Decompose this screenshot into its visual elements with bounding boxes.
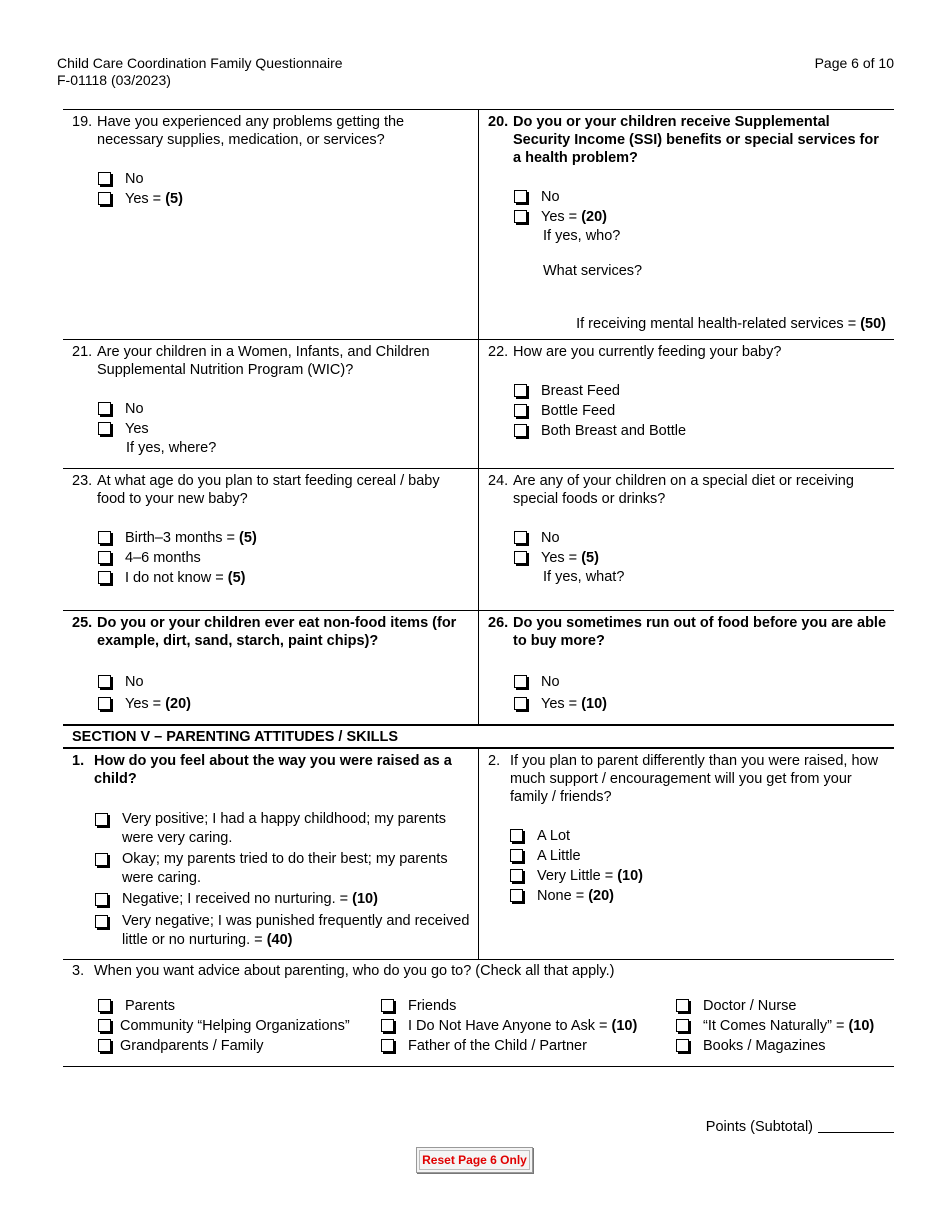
checkbox[interactable] — [98, 422, 111, 435]
questionnaire-form — [63, 109, 894, 1067]
row-parenting-3 — [63, 960, 894, 1067]
checkbox[interactable] — [514, 531, 527, 544]
question-23-text: At what age do you plan to start feeding cereal / baby food to your new baby? — [97, 473, 440, 507]
page-header — [57, 55, 894, 89]
checkbox[interactable] — [510, 889, 523, 902]
question-25-text: Do you or your children ever eat non-food items (for example, dirt, sand, starch, paint chips)? — [97, 615, 457, 649]
row-21-22 — [63, 340, 894, 469]
question-19-text: Have you experienced any problems getting the necessary supplies, medication, or services? — [97, 114, 405, 148]
q20-mental-health-note: If receiving mental health-related services = (50) — [576, 316, 886, 332]
advice-options-grid — [97, 996, 886, 1056]
checkbox[interactable] — [98, 1019, 111, 1032]
question-19: 19. Have you experienced any problems getting the necessary supplies, medication, or services? No Yes = (5) — [63, 110, 479, 339]
checkbox[interactable] — [510, 829, 523, 842]
p1-option-okay[interactable]: Okay; my parents tried to do their best; my parents were caring. — [94, 850, 470, 888]
p3-option-books[interactable]: Books / Magazines — [675, 1036, 905, 1056]
row-19-20 — [63, 109, 894, 340]
q26-option-yes[interactable]: Yes = (10) — [513, 694, 886, 714]
points-subtotal-label: Points (Subtotal) — [705, 1119, 813, 1135]
p2-option-a-little[interactable]: A Little — [509, 846, 886, 866]
checkbox[interactable] — [514, 190, 527, 203]
checkbox[interactable] — [98, 192, 111, 205]
question-22: 22. How are you currently feeding your baby? Breast Feed Bottle Feed Both Breast and Bottle — [479, 340, 894, 468]
q22-option-breast[interactable]: Breast Feed — [513, 381, 886, 401]
checkbox[interactable] — [676, 999, 689, 1012]
checkbox[interactable] — [514, 675, 527, 688]
q24-option-yes[interactable]: Yes = (5) — [513, 548, 886, 568]
checkbox[interactable] — [98, 675, 111, 688]
page-number: Page 6 of 10 — [814, 55, 894, 71]
parenting-question-1-text: How do you feel about the way you were raised as a child? — [94, 753, 452, 787]
p3-option-community[interactable]: Community “Helping Organizations” — [97, 1016, 380, 1036]
checkbox[interactable] — [381, 999, 394, 1012]
parenting-question-3-text: When you want advice about parenting, who do you go to? (Check all that apply.) — [94, 963, 615, 979]
form-title: Child Care Coordination Family Questionnaire — [57, 55, 343, 71]
checkbox[interactable] — [514, 424, 527, 437]
question-24: 24. Are any of your children on a special diet or receiving special foods or drinks? No Yes = (5) If yes, what? — [479, 469, 894, 610]
checkbox[interactable] — [514, 404, 527, 417]
parenting-question-2-text: If you plan to parent differently than you were raised, how much support / encouragement will you get from your family / friends? — [510, 753, 879, 805]
parenting-question-2: 2. If you plan to parent differently than you were raised, how much support / encouragement will you get from your family / friends? A Lot A Little Very Little = (10) None = (20) — [479, 749, 894, 959]
q24-option-no[interactable]: No — [513, 528, 886, 548]
p3-option-no-one[interactable]: I Do Not Have Anyone to Ask = (10) — [380, 1016, 675, 1036]
checkbox[interactable] — [95, 915, 108, 928]
row-23-24 — [63, 469, 894, 611]
p2-option-none[interactable]: None = (20) — [509, 886, 886, 906]
p2-option-a-lot[interactable]: A Lot — [509, 826, 886, 846]
q23-option-birth-3[interactable]: Birth–3 months = (5) — [97, 528, 470, 548]
row-25-26 — [63, 611, 894, 724]
question-26-text: Do you sometimes run out of food before you are able to buy more? — [513, 615, 887, 649]
checkbox[interactable] — [510, 869, 523, 882]
checkbox[interactable] — [514, 210, 527, 223]
checkbox[interactable] — [510, 849, 523, 862]
p2-option-very-little[interactable]: Very Little = (10) — [509, 866, 886, 886]
q26-option-no[interactable]: No — [513, 672, 886, 692]
p1-option-negative[interactable]: Negative; I received no nurturing. = (10) — [94, 890, 470, 909]
parenting-question-1: 1. How do you feel about the way you were raised as a child? Very positive; I had a happy childhood; my parents were very caring. Okay; my parents tried to do their best; my parents were caring. Negative; I received no nurturing. = (10) Very negative; I was punished frequently and received little or no nurturing. = (40) — [63, 749, 479, 959]
question-26: 26. Do you sometimes run out of food before you are able to buy more? No Yes = (10) — [488, 615, 887, 712]
question-24-text: Are any of your children on a special diet or receiving special foods or drinks? — [513, 473, 854, 507]
question-21: 21. Are your children in a Women, Infants, and Children Supplemental Nutrition Program (WIC)? No Yes If yes, where? — [63, 340, 479, 468]
q25-option-no[interactable]: No — [97, 672, 470, 692]
checkbox[interactable] — [514, 551, 527, 564]
q22-option-both[interactable]: Both Breast and Bottle — [513, 421, 886, 441]
checkbox[interactable] — [98, 551, 111, 564]
p3-option-grandparents[interactable]: Grandparents / Family — [97, 1036, 380, 1056]
checkbox[interactable] — [98, 999, 111, 1012]
checkbox[interactable] — [514, 697, 527, 710]
row-parenting-1-2 — [63, 749, 894, 960]
q23-option-4-6[interactable]: 4–6 months — [97, 548, 470, 568]
q21-if-yes-where: If yes, where? — [126, 440, 217, 456]
q22-option-bottle[interactable]: Bottle Feed — [513, 401, 886, 421]
q20-option-no[interactable]: No — [513, 187, 886, 207]
checkbox[interactable] — [381, 1019, 394, 1032]
p1-option-very-negative[interactable]: Very negative; I was punished frequently and received little or no nurturing. = (40) — [94, 912, 470, 950]
question-22-text: How are you currently feeding your baby? — [513, 344, 782, 360]
q25-option-yes[interactable]: Yes = (20) — [97, 694, 470, 714]
checkbox[interactable] — [98, 402, 111, 415]
p1-option-very-positive[interactable]: Very positive; I had a happy childhood; my parents were very caring. — [94, 810, 470, 848]
q24-if-yes-what: If yes, what? — [543, 569, 625, 585]
parenting-question-3: 3. When you want advice about parenting, who do you go to? (Check all that apply.) Parents Friends Doctor / Nurse Community “Helping Organizations” I Do Not Have Anyone to Ask = (10) “It Comes Naturally” = (10) Grandparents / Family Father of the Child / Partner Books / Magazines — [63, 960, 894, 1056]
q20-what-services: What services? — [543, 263, 643, 279]
checkbox[interactable] — [676, 1039, 689, 1052]
checkbox[interactable] — [98, 172, 111, 185]
checkbox[interactable] — [98, 571, 111, 584]
checkbox[interactable] — [381, 1039, 394, 1052]
reset-page-button[interactable] — [416, 1147, 533, 1173]
q21-option-no[interactable]: No — [97, 399, 470, 419]
p3-option-parents[interactable]: Parents — [97, 996, 380, 1016]
q23-option-do-not-know[interactable]: I do not know = (5) — [97, 568, 470, 588]
q20-option-yes[interactable]: Yes = (20) — [513, 207, 886, 227]
p3-option-comes-naturally[interactable]: “It Comes Naturally” = (10) — [675, 1016, 905, 1036]
checkbox[interactable] — [95, 853, 108, 866]
checkbox[interactable] — [95, 813, 108, 826]
checkbox[interactable] — [676, 1019, 689, 1032]
p3-option-doctor-nurse[interactable]: Doctor / Nurse — [675, 996, 905, 1016]
points-subtotal — [706, 1119, 894, 1135]
question-21-text: Are your children in a Women, Infants, and Children Supplemental Nutrition Program (WIC)? — [97, 344, 430, 378]
question-20: 20. Do you or your children receive Supplemental Security Income (SSI) benefits or special services for a health problem? No Yes = (20) If yes, who? What services? If receiving mental health-related services = (50) — [488, 114, 886, 332]
checkbox[interactable] — [98, 697, 111, 710]
points-subtotal-field[interactable] — [818, 1132, 894, 1133]
question-20-text: Do you or your children receive Supplemental Security Income (SSI) benefits or special services for a health problem? — [513, 114, 879, 166]
checkbox[interactable] — [98, 531, 111, 544]
form-id: F-01118 (03/2023) — [57, 72, 171, 88]
p3-option-friends[interactable]: Friends — [380, 996, 675, 1016]
question-25: 25. Do you or your children ever eat non-food items (for example, dirt, sand, starch, paint chips)? No Yes = (20) — [63, 611, 479, 724]
q19-option-yes[interactable]: Yes = (5) — [97, 189, 470, 209]
checkbox[interactable] — [95, 893, 108, 906]
q20-if-yes-who: If yes, who? — [543, 228, 621, 244]
section-v-heading: SECTION V – PARENTING ATTITUDES / SKILLS — [63, 724, 894, 749]
reset-page-label: Reset Page 6 Only — [419, 1150, 530, 1170]
question-23: 23. At what age do you plan to start feeding cereal / baby food to your new baby? Birth–3 months = (5) 4–6 months I do not know = (5) — [63, 469, 479, 610]
q19-option-no[interactable]: No — [97, 169, 470, 189]
checkbox[interactable] — [514, 384, 527, 397]
checkbox[interactable] — [98, 1039, 111, 1052]
p3-option-father-partner[interactable]: Father of the Child / Partner — [380, 1036, 675, 1056]
q21-option-yes[interactable]: Yes — [97, 419, 470, 439]
